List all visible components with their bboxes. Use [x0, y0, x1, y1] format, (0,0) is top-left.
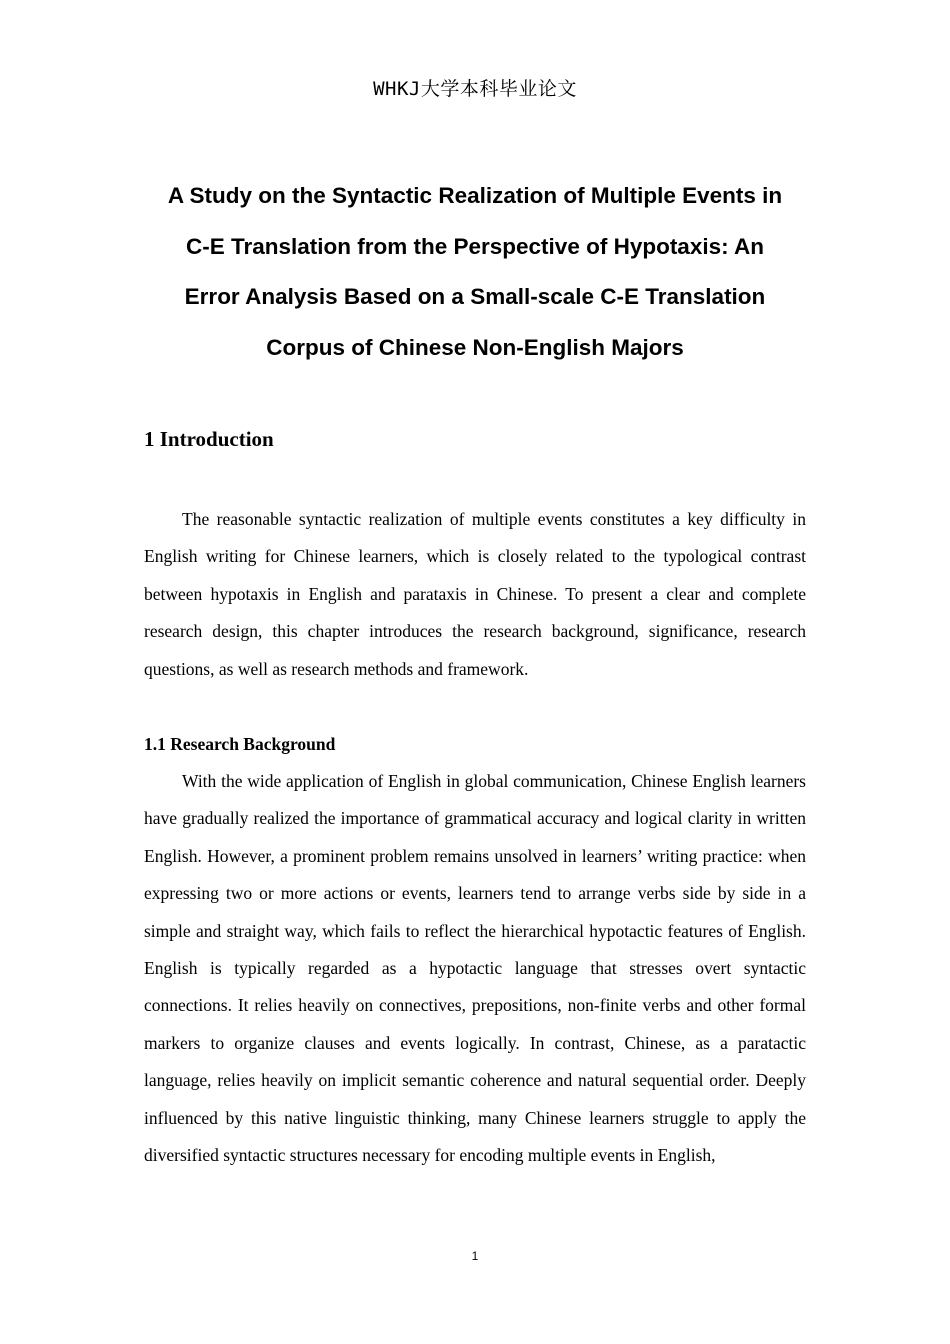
subsection-heading-research-background: 1.1 Research Background [144, 734, 336, 754]
running-header: WHKJ大学本科毕业论文 [373, 78, 577, 100]
page-number: 1 [471, 1249, 479, 1263]
title-line: C-E Translation from the Perspective of Hypotaxis: An [185, 233, 765, 259]
section-heading-introduction: 1 Introduction [144, 427, 274, 451]
title-line: A Study on the Syntactic Realization of Multiple Events in [167, 183, 783, 208]
title-line: Error Analysis Based on a Small-scale C-E Translation [184, 284, 766, 309]
title-line: Corpus of Chinese Non-English Majors [266, 334, 684, 360]
body-paragraph: With the wide application of English in global communication, Chinese English learners have gradually realized the importance of grammatical accuracy and logical clarity in written English. However, a prominent problem remains unsolved in learners’ writing practice: when expressing two or more actions or events, learners tend to arrange verbs side by side in a simple and straight way, which fails to reflect the hierarchical hypotactic features of English. English is typically regarded as a hypotactic language that stresses overt syntactic connections. It relies heavily on connectives, prepositions, non-finite verbs and other formal markers to organize clauses and events logically. In contrast, Chinese, as a paratactic language, relies heavily on implicit semantic coherence and natural sequential order. Deeply influenced by this native linguistic thinking, many Chinese learners struggle to apply the diversified syntactic structures necessary for encoding multiple events in English, [144, 771, 806, 1166]
research-background-body [144, 763, 806, 1174]
body-paragraph: The reasonable syntactic realization of multiple events constitutes a key difficulty in English writing for Chinese learners, which is closely related to the typological contrast between hypotaxis in English and parataxis in Chinese. To present a clear and complete research design, this chapter introduces the research background, significance, research questions, as well as research methods and framework. [144, 509, 806, 679]
introduction-body [144, 501, 806, 688]
paper-title [140, 171, 810, 373]
